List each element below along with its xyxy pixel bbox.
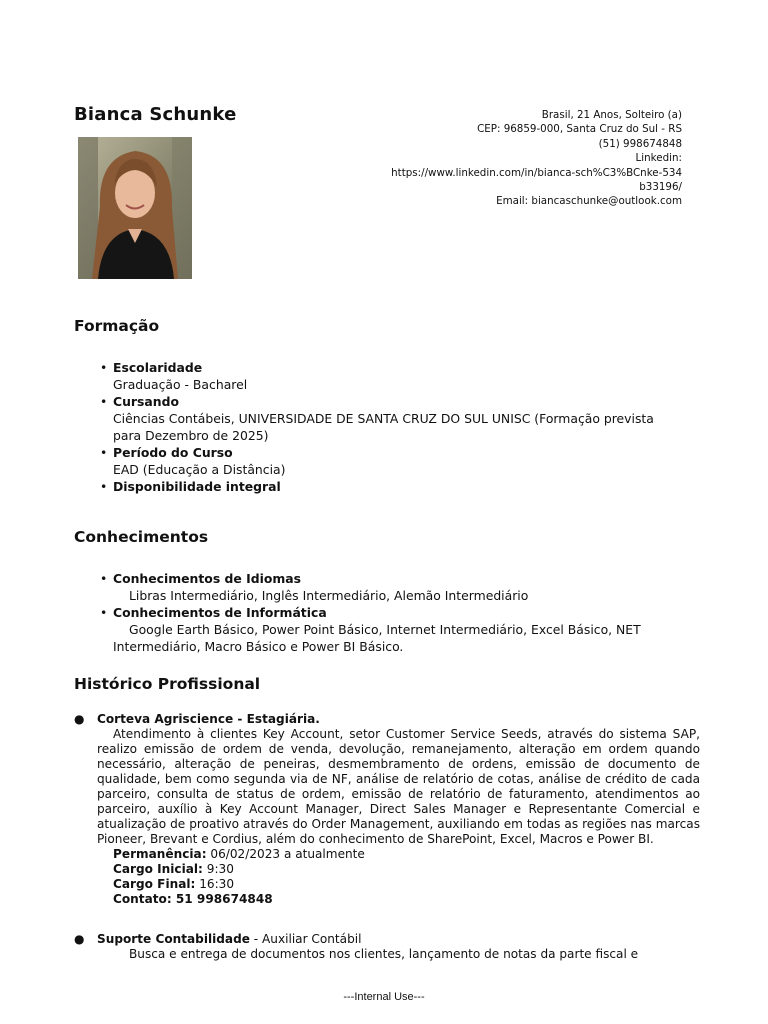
item-heading: • Disponibilidade integral xyxy=(113,479,281,494)
section-title-historico: Histórico Profissional xyxy=(74,675,261,693)
formacao-list xyxy=(100,359,680,495)
footer-classification: ---Internal Use--- xyxy=(343,991,425,1003)
item-text: Ciências Contábeis, UNIVERSIDADE DE SANTA CRUZ DO SUL UNISC (Formação prevista xyxy=(113,411,654,426)
bullet-icon: ● xyxy=(74,712,85,726)
item-heading: • Conhecimentos de Informática xyxy=(113,605,327,620)
job-cargo-inicial: Cargo Inicial: 9:30 xyxy=(113,862,234,876)
contact-block xyxy=(352,108,682,209)
job-permanencia: Permanência: 06/02/2023 a atualmente xyxy=(113,847,365,861)
contact-linkedin-label: Linkedin: xyxy=(635,152,682,165)
list-item xyxy=(100,478,680,495)
profile-photo-image xyxy=(78,137,192,279)
contact-email[interactable]: Email: biancaschunke@outlook.com xyxy=(496,195,682,208)
job-cargo-final: Cargo Final: 16:30 xyxy=(113,877,235,891)
contact-linkedin-url-cont[interactable]: b33196/ xyxy=(639,181,682,194)
item-text: EAD (Educação a Distância) xyxy=(113,462,286,477)
job-entry xyxy=(74,932,700,962)
bullet-icon: ● xyxy=(74,932,85,946)
list-item xyxy=(100,359,680,393)
job-contato: Contato: 51 998674848 xyxy=(113,892,273,906)
profile-photo xyxy=(78,137,192,279)
section-title-formacao: Formação xyxy=(74,317,160,335)
item-text: para Dezembro de 2025) xyxy=(113,428,269,443)
item-heading: • Conhecimentos de Idiomas xyxy=(113,571,301,586)
list-item xyxy=(100,604,680,655)
contact-linkedin-url[interactable]: https://www.linkedin.com/in/bianca-sch%C3%BCnke-534 xyxy=(391,166,682,179)
contact-phone: (51) 998674848 xyxy=(598,137,682,150)
job-title-line: Suporte Contabilidade - Auxiliar Contábil xyxy=(97,932,362,946)
job-description: Atendimento à clientes Key Account, setor Customer Service Seeds, através do sistema SAP, realizo emissão de ordem de venda, devolução, remanejamento, alteração em ordem quando necessário, alteração de peneiras, desmembramento de ordens, emissão de documento de qualidade, bem como segunda via de NF, análise de relatório de cotas, análise de crédito de cada parceiro, consulta de status de ordem, emissão de relatório de faturamento, atendimentos ao parceiro, auxílio à Key Account Manager, Direct Sales Manager e Representante Comercial e atualização de proativo através do Order Management, auxiliando em todas as regiões nas marcas Pioneer, Brevant e Cordius, além do conhecimento de SharePoint, Excel, Macros e Power BI. xyxy=(97,727,700,846)
job-description: Busca e entrega de documentos nos clientes, lançamento de notas da parte fiscal e xyxy=(129,947,639,961)
item-heading: • Período do Curso xyxy=(113,445,233,460)
job-title: Corteva Agriscience - Estagiária. xyxy=(97,712,320,726)
item-text: Graduação - Bacharel xyxy=(113,377,248,392)
contact-address: CEP: 96859-000, Santa Cruz do Sul - RS xyxy=(477,123,682,136)
list-item xyxy=(100,393,680,444)
conhecimentos-list xyxy=(100,570,680,655)
list-item xyxy=(100,444,680,478)
item-text: Libras Intermediário, Inglês Intermediário, Alemão Intermediário xyxy=(129,588,529,603)
contact-personal-info: Brasil, 21 Anos, Solteiro (a) xyxy=(541,109,682,121)
list-item xyxy=(100,570,680,604)
candidate-name: Bianca Schunke xyxy=(74,104,237,125)
item-heading: • Escolaridade xyxy=(113,360,203,375)
item-text: Intermediário, Macro Básico e Power BI Básico. xyxy=(113,639,404,654)
job-entry xyxy=(74,712,700,907)
item-heading: • Cursando xyxy=(113,394,179,409)
section-title-conhecimentos: Conhecimentos xyxy=(74,528,209,546)
item-text: Google Earth Básico, Power Point Básico, Internet Intermediário, Excel Básico, NET xyxy=(129,622,641,637)
